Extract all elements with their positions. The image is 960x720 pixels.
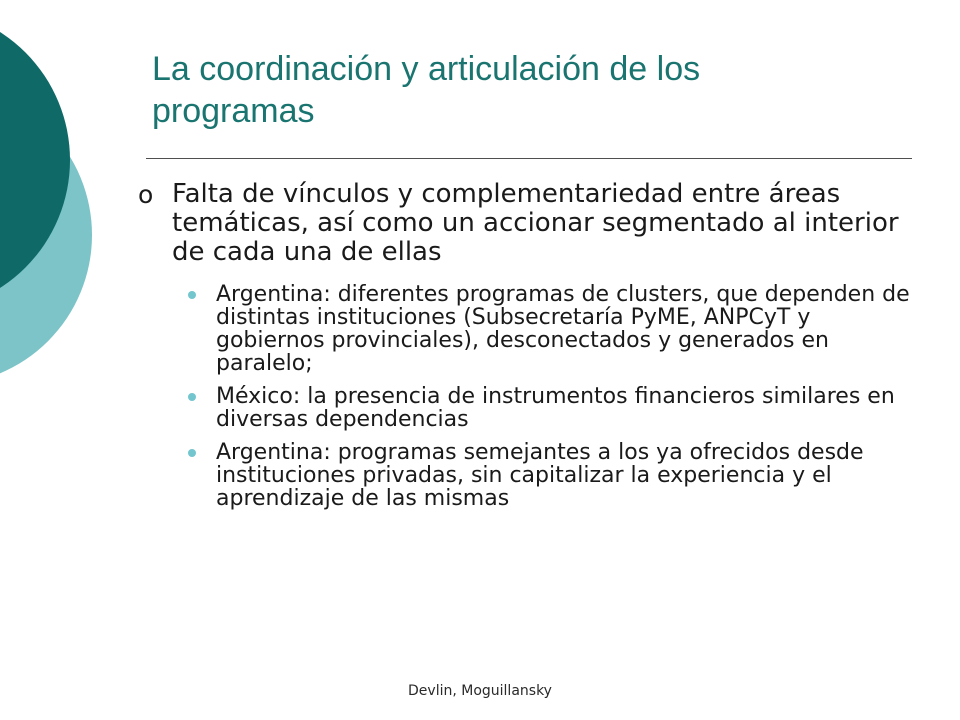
dot-bullet-icon [188,393,196,401]
slide-title: La coordinación y articulación de los programas [152,50,701,130]
title-divider [146,158,912,159]
sub-bullet [186,385,918,431]
sub-bullet-text: México: la presencia de instrumentos financieros similares en diversas dependencias [216,384,895,432]
sub-bullet-list [138,283,918,510]
sub-bullet-text: Argentina: diferentes programas de clusters, que dependen de distintas instituciones (Subsecretaría PyME, ANPCyT y gobiernos provinciales), desconectados y generados en paralelo; [216,282,910,376]
sub-bullet [186,441,918,510]
dot-bullet-icon [188,449,196,457]
dot-bullet-icon [188,291,196,299]
decorative-teal-shapes [0,0,120,400]
hollow-circle-bullet-icon: o [138,180,154,209]
main-bullet [138,180,918,267]
sub-bullet-text: Argentina: programas semejantes a los ya ofrecidos desde instituciones privadas, sin capitalizar la experiencia y el aprendizaje de las mismas [216,440,864,511]
slide-footer: Devlin, Moguillansky [408,683,552,699]
main-bullet-text: Falta de vínculos y complementariedad entre áreas temáticas, así como un accionar segmentado al interior de cada una de ellas [172,179,899,267]
slide-content [138,180,918,520]
sub-bullet [186,283,918,375]
